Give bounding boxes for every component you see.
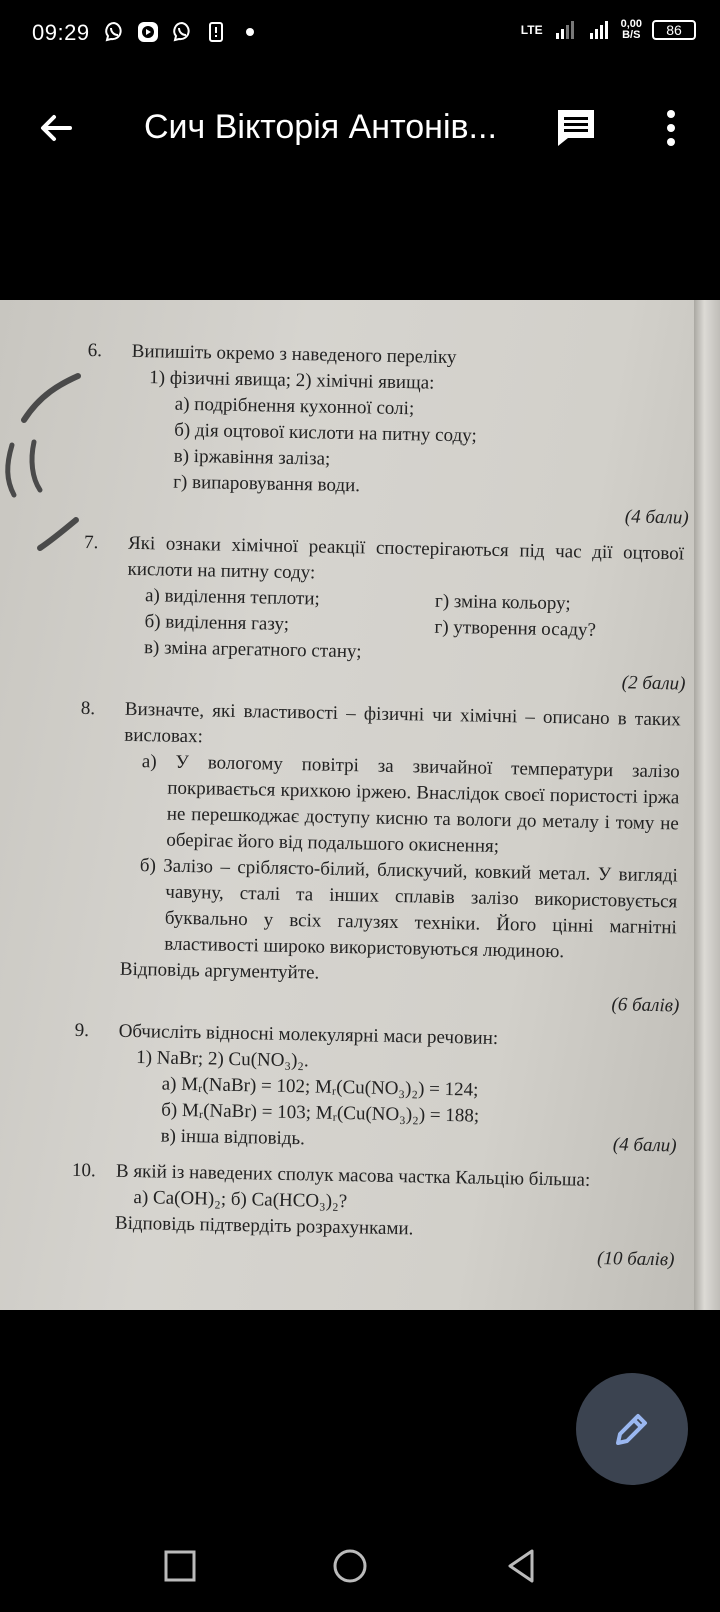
triangle-icon [502,1546,542,1586]
question-subtext: 1) NaBr; 2) Cu(NO₃)₂. [135,1047,309,1072]
recents-button[interactable] [160,1546,200,1586]
question-text: Які ознаки хімічної реакції спостерігаються під час дії оцтової кислоти на питну соду: [127,532,685,584]
status-time: 09:29 [32,20,90,45]
option: в) іржавіння заліза; [173,445,331,470]
answer-instruction: Відповідь підтвердіть розрахунками. [114,1212,414,1240]
net-speed-unit: B/S [622,29,641,41]
question-7 [81,530,684,697]
more-options-button[interactable] [656,106,686,150]
net-speed-value: 0,00 [620,18,642,30]
question-6 [85,338,688,531]
square-icon [160,1546,200,1586]
pencil-icon [610,1407,654,1451]
score: (2 бали) [621,672,686,695]
viber-icon [170,20,194,44]
question-text: В якій із наведених сполук масова частка Кальцію більша: [115,1160,591,1191]
signal-icon [553,18,577,42]
option: а) подрібнення кухонної солі; [174,393,415,420]
more-vert-icon [656,106,686,150]
question-subtext: а) Ca(OH)₂; б) Ca(HCO₃)₂? [133,1187,348,1213]
battery-level: 86 [666,22,682,38]
question-number: 9. [74,1019,90,1042]
question-number: 7. [83,531,99,554]
question-number: 6. [87,339,103,362]
question-text: Визначте, які властивості – фізичні чи хімічні – описано в таких висловах: [124,698,681,748]
nav-back-button[interactable] [502,1546,542,1586]
arrow-back-icon [36,108,76,148]
app-bar [0,88,720,168]
dot-icon [238,20,262,44]
option: б) виділення газу; [144,611,290,635]
score: (4 бали) [624,506,689,529]
option: а) виділення теплоти; [144,585,320,610]
score: (4 бали) [612,1134,677,1157]
option: б) дія оцтової кислоти на питну соду; [174,419,477,447]
question-text: Обчисліть відносні молекулярні маси речовин: [118,1020,499,1050]
system-icons [521,18,696,42]
statement-b: б) Залізо – сріблясто-білий, блискучий, ковкий метал. У вигляді чавуну, сталі та інших сплавів залізо використовується буквально у всіх галузях техніки. Його цінні магнітні властивості широко використовуються людиною. [139,855,678,963]
circle-icon [330,1546,370,1586]
page-title: Сич Вікторія Антонів... [144,108,497,146]
back-button[interactable] [36,108,76,148]
navigation-bar [0,1520,720,1612]
option: в) інша відповідь. [160,1125,306,1150]
question-subtext: 1) фізичні явища; 2) хімічні явища: [149,367,435,394]
battery-icon [652,20,696,40]
comment-icon [554,106,598,150]
document-photo[interactable] [0,300,720,1310]
option: г) випаровування води. [173,471,361,497]
statement-a: а) У вологому повітрі за звичайної температури залізо покривається крихкою іржею. Внаслідок своєї пористості іржа не перешкоджає доступу кисню та вологи до металу і тому не оберігає його від подальшого окиснення; [141,751,680,857]
question-10 [70,1158,675,1273]
viber-icon [102,20,126,44]
signal-icon [587,18,611,42]
option: г) утворення осаду? [434,616,597,641]
option: г) зміна кольору; [434,590,571,615]
option: в) зміна агрегатного стану; [143,637,362,663]
answer-instruction: Відповідь аргументуйте. [119,958,320,984]
play-icon [136,20,160,44]
net-speed [621,19,642,41]
pen-marks [0,370,90,570]
score: (6 балів) [611,994,680,1017]
notification-icons [102,20,262,44]
question-text: Випишіть окремо з наведеного переліку [131,340,457,369]
question-8 [75,696,681,1019]
comment-button[interactable] [554,106,598,150]
question-9 [72,1018,677,1159]
question-number: 8. [80,697,96,720]
score: (10 балів) [596,1247,675,1271]
network-type: LTE [520,23,543,37]
home-button[interactable] [330,1546,370,1586]
edit-fab-button[interactable] [576,1373,688,1485]
option: а) Mᵣ(NaBr) = 102; Mᵣ(Cu(NO₃)₂) = 124; [161,1073,479,1101]
option: б) Mᵣ(NaBr) = 103; Mᵣ(Cu(NO₃)₂) = 188; [160,1099,480,1127]
page-edge [694,300,720,1310]
document-page [70,338,688,1283]
status-bar [0,0,720,72]
question-number: 10. [71,1159,96,1182]
alert-icon [204,20,228,44]
